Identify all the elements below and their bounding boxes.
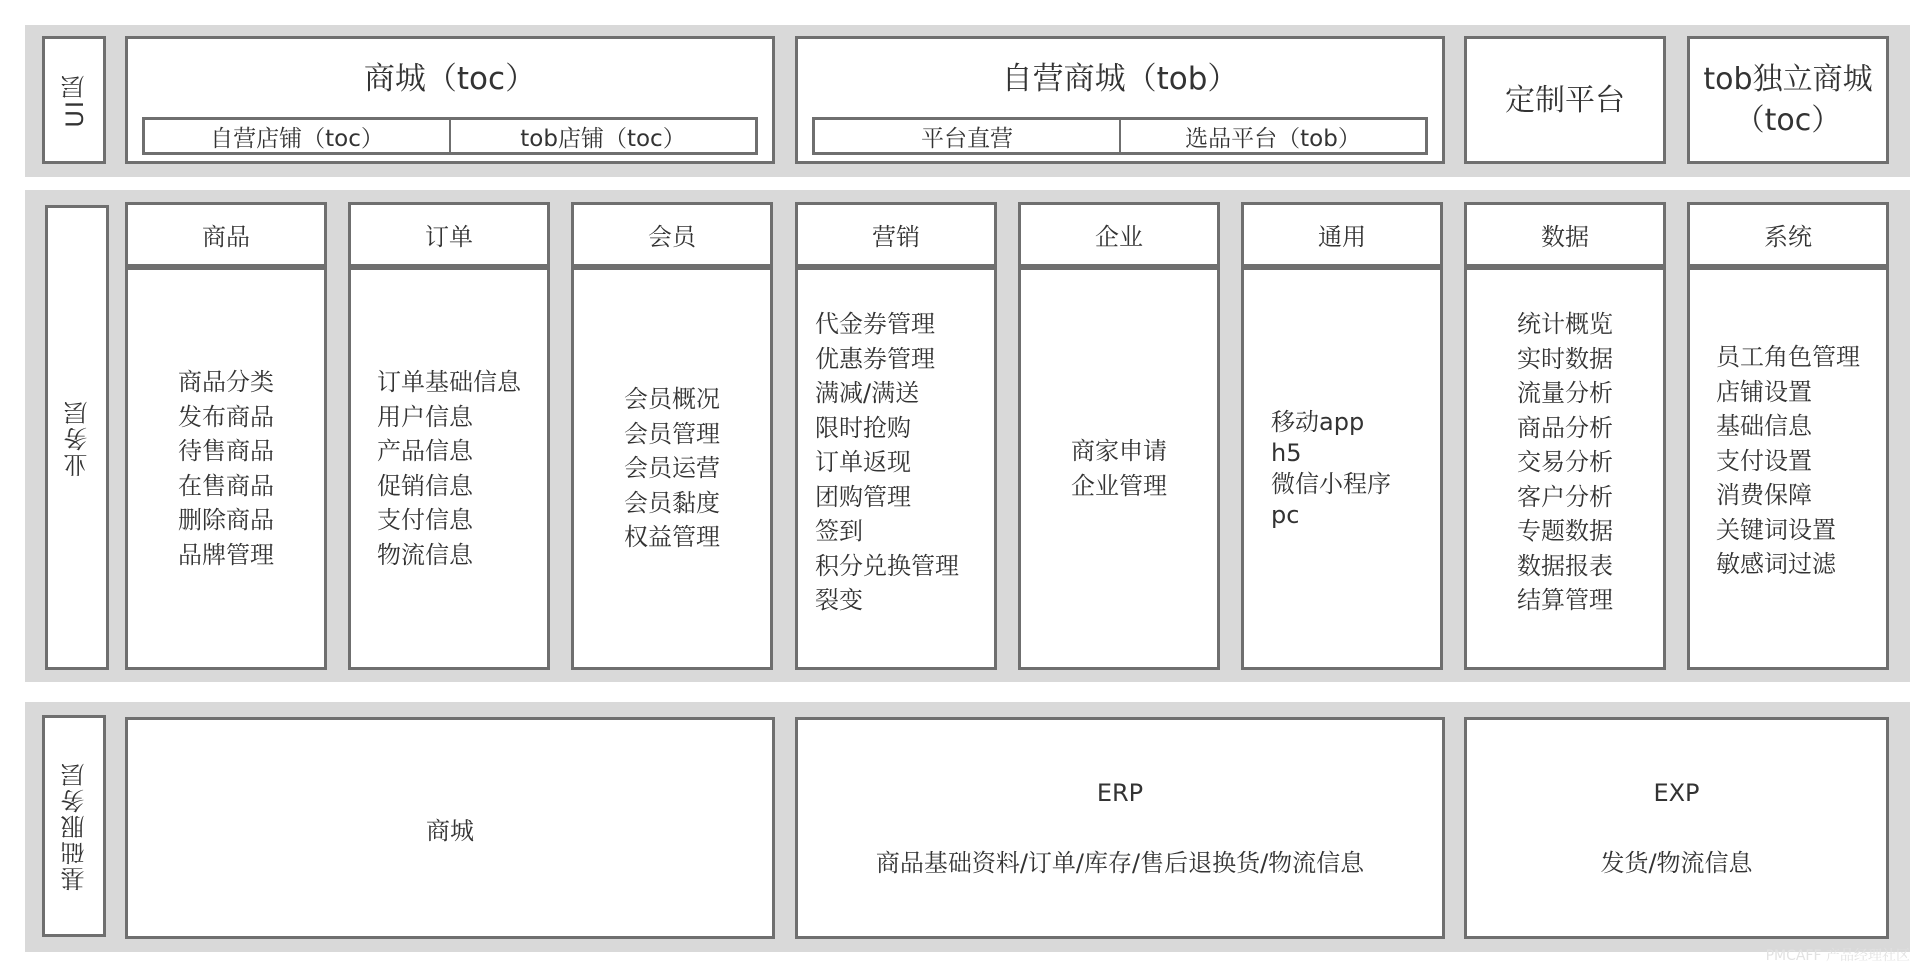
module-body-data (1464, 267, 1666, 670)
module-item: 订单返现 (815, 448, 911, 476)
module-item: 基础信息 (1716, 412, 1812, 440)
module-header-marketing: 营销 (795, 202, 997, 267)
module-item: 专题数据 (1517, 517, 1613, 545)
module-item: 优惠券管理 (815, 344, 935, 373)
module-item: 敏感词过滤 (1716, 550, 1836, 578)
service-block-erp (795, 717, 1445, 939)
service-block-mall (125, 717, 775, 939)
module-item: 企业管理 (1071, 471, 1167, 500)
service-layer-label: 基础服务层 (42, 715, 106, 937)
module-header-order: 订单 (348, 202, 550, 267)
module-item-list (1071, 434, 1167, 503)
module-item-list (1271, 407, 1391, 531)
service-block-exp (1464, 717, 1889, 939)
ui-layer-label: UI层 (42, 36, 106, 164)
ui-sub-selection-platform: 选品平台（tob） (1119, 120, 1425, 152)
module-header-data: 数据 (1464, 202, 1666, 267)
module-header-product: 商品 (125, 202, 327, 267)
module-item: 物流信息 (377, 540, 473, 569)
module-item: 统计概览 (1517, 310, 1613, 338)
module-body-member (571, 267, 773, 670)
module-item: pc (1271, 500, 1300, 529)
service-title: 商城 (426, 816, 474, 845)
module-item-list (1517, 307, 1613, 618)
ui-block-subrow (142, 117, 758, 155)
ui-block-custom-platform: 定制平台 (1464, 36, 1666, 164)
module-item: 商品分类 (178, 368, 274, 396)
module-item: 关键词设置 (1716, 515, 1836, 544)
module-item: 消费保障 (1716, 481, 1812, 509)
module-item: 微信小程序 (1271, 469, 1391, 498)
module-item: 限时抢购 (815, 413, 911, 442)
module-body-system (1687, 267, 1889, 670)
watermark: PMCAFF 产品经理社区 (1765, 948, 1910, 964)
module-item: 客户分析 (1517, 482, 1613, 511)
module-body-order (348, 267, 550, 670)
module-item-list (377, 365, 521, 572)
business-layer-label: 业务层 (45, 205, 109, 670)
module-item: 权益管理 (624, 523, 720, 552)
module-item: 实时数据 (1517, 344, 1613, 373)
module-item: 员工角色管理 (1716, 343, 1860, 371)
module-item: 裂变 (815, 586, 863, 614)
module-item: 会员概况 (624, 385, 720, 414)
module-item: 积分兑换管理 (815, 551, 959, 580)
module-header-system: 系统 (1687, 202, 1889, 267)
module-item: 店铺设置 (1716, 377, 1812, 406)
module-item: 发布商品 (178, 402, 274, 431)
ui-sub-self-store: 自营店铺（toc） (210, 125, 384, 152)
ui-block-mall-toc (125, 36, 775, 164)
module-item: 交易分析 (1517, 448, 1613, 476)
module-item: 删除商品 (178, 506, 274, 534)
module-header-member: 会员 (571, 202, 773, 267)
module-item-list (815, 307, 959, 618)
module-item: 会员黏度 (624, 488, 720, 517)
module-header-enterprise: 企业 (1018, 202, 1220, 267)
module-item: 会员运营 (624, 454, 720, 483)
module-item: 移动app (1271, 407, 1365, 436)
module-item: 商家申请 (1071, 437, 1167, 465)
module-item: 代金券管理 (815, 310, 935, 338)
module-body-general (1241, 267, 1443, 670)
ui-block-title: 商城（toc） (363, 61, 537, 97)
module-header-general: 通用 (1241, 202, 1443, 267)
module-item-list (178, 365, 274, 572)
service-title: EXP (1653, 778, 1700, 807)
module-item: 产品信息 (377, 437, 473, 465)
service-desc: 商品基础资料/订单/库存/售后退换货/物流信息 (875, 848, 1365, 877)
ui-block-title: 自营商城（tob） (1001, 61, 1239, 97)
module-body-product (125, 267, 327, 670)
ui-block-subrow (812, 117, 1428, 155)
module-item: 满减/满送 (815, 379, 920, 407)
module-item: 团购管理 (815, 482, 911, 511)
module-item: 签到 (815, 517, 863, 545)
module-item: 结算管理 (1517, 586, 1613, 614)
module-item: 订单基础信息 (377, 368, 521, 396)
module-item: 促销信息 (377, 471, 473, 500)
module-item: 在售商品 (178, 471, 274, 500)
module-item: 支付设置 (1716, 446, 1812, 475)
service-desc: 发货/物流信息 (1600, 848, 1753, 877)
module-item: 流量分析 (1517, 379, 1613, 407)
module-item: 待售商品 (178, 437, 274, 465)
module-item: 会员管理 (624, 419, 720, 448)
service-title: ERP (1096, 778, 1144, 807)
module-item: 支付信息 (377, 506, 473, 534)
module-item: 商品分析 (1517, 413, 1613, 442)
ui-sub-tob-store: tob店铺（toc） (449, 120, 755, 152)
module-item: 用户信息 (377, 402, 473, 431)
module-item-list (624, 382, 720, 555)
module-item: 数据报表 (1517, 551, 1613, 580)
module-body-marketing (795, 267, 997, 670)
ui-sub-platform-direct: 平台直营 (921, 125, 1013, 152)
module-item: h5 (1271, 438, 1302, 467)
module-body-enterprise (1018, 267, 1220, 670)
module-item-list (1716, 340, 1860, 582)
module-item: 品牌管理 (178, 540, 274, 569)
ui-block-mall-tob (795, 36, 1445, 164)
ui-block-tob-independent-mall: tob独立商城 （toc） (1687, 36, 1889, 164)
